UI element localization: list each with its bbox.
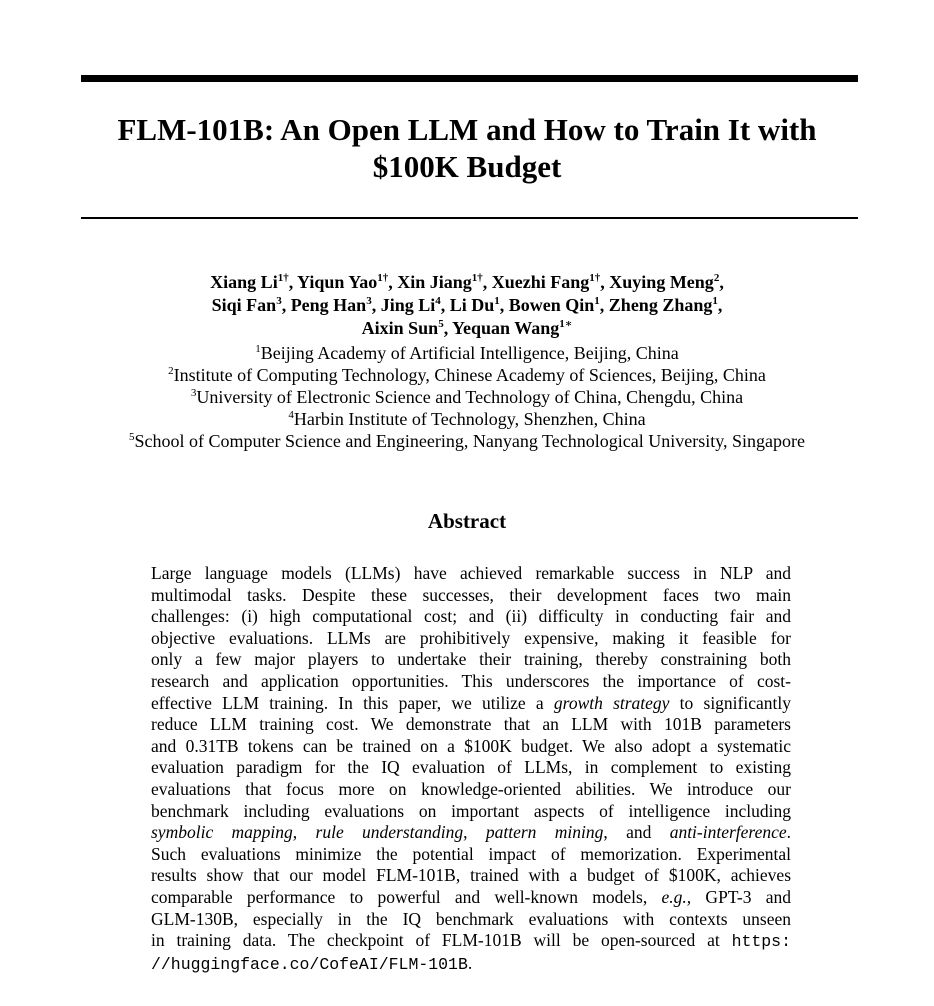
author-affiliation-mark: 1†	[277, 272, 289, 284]
affiliation-mark: 1	[255, 343, 261, 355]
affiliation	[40, 430, 894, 452]
affiliation-mark: 5	[128, 431, 135, 443]
author-affiliation-mark: 4	[435, 295, 441, 307]
abstract-text: evaluation paradigm for the IQ evaluation of LLMs, in complement to existing	[151, 757, 791, 778]
author-name: Yequan Wang	[452, 318, 560, 338]
abstract-line	[151, 693, 791, 715]
abstract-line	[151, 801, 791, 823]
author-affiliation-mark: 1∗	[559, 318, 573, 330]
affiliation-text: University of Electronic Science and Technology of China, Chengdu, China	[196, 387, 744, 407]
abstract-emphasis: symbolic mapping	[151, 822, 293, 843]
paper-title	[60, 111, 874, 185]
abstract-text: multimodal tasks. Despite these successes, their development faces two main	[151, 584, 791, 605]
abstract-text: Such evaluations minimize the potential impact of memorization. Experimental	[151, 843, 791, 864]
author-list	[40, 271, 894, 340]
abstract-text: only a few major players to undertake their training, thereby constraining both	[151, 649, 791, 670]
author-affiliation-mark: 1†	[377, 272, 389, 284]
title-line: $100K Budget	[372, 149, 562, 184]
author-affiliation-mark: 5	[438, 318, 444, 330]
abstract-line	[151, 822, 791, 844]
author-name: Zheng Zhang	[608, 295, 713, 315]
abstract-line	[151, 714, 791, 736]
author-name: Bowen Qin	[508, 295, 595, 315]
abstract-line	[151, 909, 791, 931]
abstract-text: .	[786, 822, 792, 843]
affiliation-list	[40, 342, 894, 452]
author-name: Xiang Li	[210, 272, 278, 292]
affiliation	[40, 386, 894, 408]
author-line: Xiang $Li^{1\dagger}$, Yiqun Yao$^{1\dagger}$, Xin Jiang$^{1\dagger}$, Xuezhi Fang$^{1\dagger}$, Xuying Meng$^2$,	[210, 272, 724, 292]
abstract-line	[151, 865, 791, 887]
affiliation	[40, 364, 894, 386]
abstract-text: research and application opportunities. This underscores the importance of cost-	[151, 670, 791, 691]
author-name: Xuying Meng	[609, 272, 714, 292]
abstract-line	[151, 930, 791, 953]
abstract-text: ,	[463, 822, 486, 843]
top-rule	[81, 75, 858, 82]
affiliation-mark: 2	[168, 365, 174, 377]
author-line: Aixin Sun$^5$, Yequan Wang$^{1∗}$	[361, 318, 573, 338]
abstract-line	[151, 887, 791, 909]
author-affiliation-mark: 1†	[471, 272, 483, 284]
affiliation-text: School of Computer Science and Engineering, Nanyang Technological University, Singapore	[134, 431, 806, 451]
affiliation-mark: 4	[288, 409, 294, 421]
author-affiliation-mark: 1	[712, 295, 718, 307]
abstract-line	[151, 953, 791, 976]
title-line: FLM-101B: An Open LLM and How to Train It with	[117, 112, 817, 147]
author-name: Aixin Sun	[361, 318, 439, 338]
abstract-line	[151, 563, 791, 585]
abstract-line	[151, 736, 791, 758]
abstract-emphasis: rule understanding	[315, 822, 464, 843]
abstract-text: effective LLM training. In this paper, we utilize a	[151, 692, 554, 713]
abstract-line	[151, 671, 791, 693]
abstract-line	[151, 779, 791, 801]
abstract-text: to significantly	[669, 692, 791, 713]
author-affiliation-mark: 1	[594, 295, 600, 307]
author-affiliation-mark: 1	[494, 295, 500, 307]
abstract-body	[151, 563, 791, 975]
author-affiliation-mark: 3	[276, 295, 282, 307]
affiliation	[40, 342, 894, 364]
author-name: Xin Jiang	[397, 272, 472, 292]
abstract-text: and 0.31TB tokens can be trained on a $100K budget. We also adopt a systematic	[151, 735, 791, 756]
abstract-text: .	[467, 952, 473, 973]
abstract-line	[151, 757, 791, 779]
abstract-text: evaluations that focus more on knowledge-oriented abilities. We introduce our	[151, 778, 791, 799]
abstract-text: Large language models (LLMs) have achieved remarkable success in NLP and	[151, 563, 791, 583]
abstract-heading: Abstract	[427, 509, 507, 533]
affiliation-text: Harbin Institute of Technology, Shenzhen, China	[293, 409, 646, 429]
affiliation-text: Institute of Computing Technology, Chinese Academy of Sciences, Beijing, China	[173, 365, 766, 385]
author-affiliation-mark: 1†	[589, 272, 601, 284]
abstract-text: GPT-3 and	[691, 886, 791, 907]
bottom-rule	[81, 217, 858, 219]
abstract-line	[151, 585, 791, 607]
abstract-text: challenges: (i) high computational cost; and (ii) difficulty in conducting fair and	[151, 606, 791, 627]
author-name: Xuezhi Fang	[491, 272, 590, 292]
abstract-emphasis: anti-interference	[669, 822, 787, 843]
author-line: Siqi Fan$^3$, Peng Han$^3$, Jing Li$^4$, Li Du$^1$, Bowen Qin$^1$, Zheng Zhang$^1$,	[211, 295, 723, 315]
abstract-text: benchmark including evaluations on important aspects of intelligence including	[151, 800, 791, 821]
abstract-code-text: //huggingface.co/CofeAI/FLM-101B	[151, 954, 468, 974]
abstract-emphasis: e.g.,	[661, 886, 692, 907]
author-name: Peng Han	[290, 295, 367, 315]
affiliation-mark: 3	[190, 387, 197, 399]
author-name: Li Du	[449, 295, 495, 315]
abstract-emphasis: pattern mining	[485, 822, 604, 843]
author-affiliation-mark: 3	[366, 295, 372, 307]
abstract-code-text: https:	[731, 932, 791, 952]
abstract-text: objective evaluations. LLMs are prohibitively expensive, making it feasible for	[151, 627, 791, 648]
abstract-emphasis: growth strategy	[553, 692, 670, 713]
affiliation	[40, 408, 894, 430]
abstract-text: GLM-130B, especially in the IQ benchmark evaluations with contexts unseen	[151, 908, 791, 929]
abstract-line	[151, 606, 791, 628]
abstract-line	[151, 628, 791, 650]
abstract-text: reduce LLM training cost. We demonstrate that an LLM with 101B parameters	[151, 714, 791, 735]
author-name: Yiqun Yao	[297, 272, 378, 292]
author-name: Jing Li	[380, 295, 436, 315]
abstract-line	[151, 844, 791, 866]
author-affiliation-mark: 2	[713, 272, 720, 284]
abstract-text: results show that our model FLM-101B, trained with a budget of $100K, achieves	[151, 865, 791, 886]
affiliation-text: Beijing Academy of Artificial Intelligence, Beijing, China	[260, 343, 679, 363]
abstract-text: , and	[603, 822, 670, 843]
abstract-text: ,	[292, 822, 316, 843]
author-name: Siqi Fan	[211, 295, 277, 315]
abstract-text: in training data. The checkpoint of FLM-101B will be open-sourced at	[151, 930, 732, 951]
abstract-text: comparable performance to powerful and well-known models,	[151, 886, 662, 907]
abstract-line	[151, 649, 791, 671]
